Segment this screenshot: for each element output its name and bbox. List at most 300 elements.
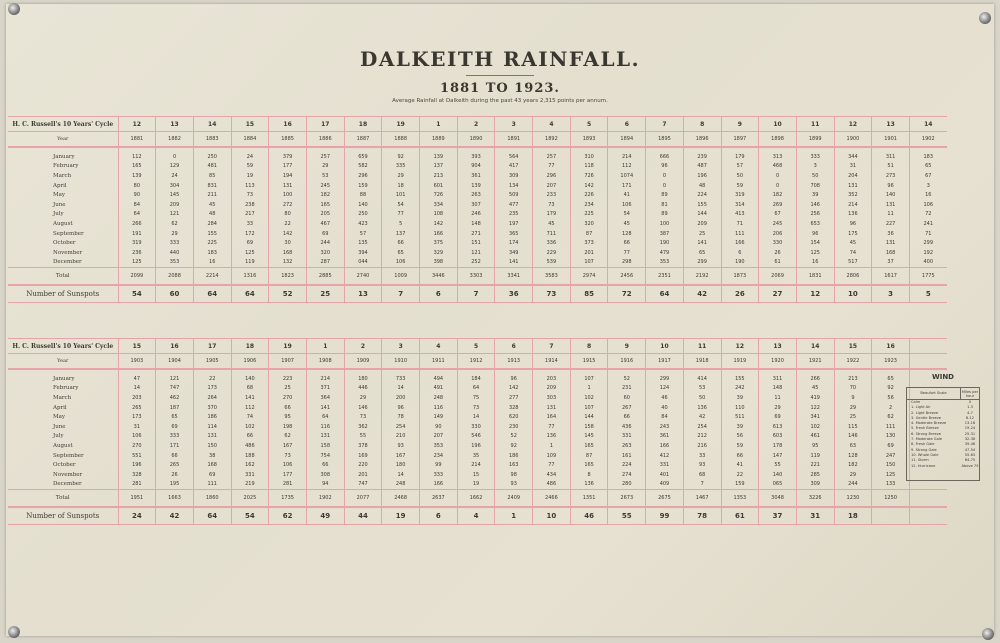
rainfall-cell: 201 xyxy=(570,248,608,258)
sunspot-cell: 10 xyxy=(834,285,872,303)
rainfall-cell: 155 xyxy=(721,369,759,384)
cycle-cell: 7 xyxy=(646,117,684,132)
month-row xyxy=(8,200,947,210)
rainfall-cell: 52 xyxy=(495,432,533,442)
sunspot-cell: 4 xyxy=(457,507,495,525)
cycle-cell: 3 xyxy=(495,117,533,132)
rainfall-cell: 747 xyxy=(344,480,382,490)
rainfall-cell: 80 xyxy=(269,210,307,220)
rainfall-cell: 77 xyxy=(533,422,571,432)
year-cell: 1909 xyxy=(344,354,382,370)
rainfall-cell: 146 xyxy=(834,432,872,442)
rainfall-cell: 106 xyxy=(382,258,420,268)
cycle-cell: 15 xyxy=(231,117,269,132)
rainfall-cell: 264 xyxy=(193,393,231,403)
year-cell: 1912 xyxy=(457,354,495,370)
cycle-cell: 12 xyxy=(721,339,759,354)
rainfall-cell: 146 xyxy=(796,200,834,210)
rainfall-cell: 69 xyxy=(193,470,231,480)
year-cell: 1881 xyxy=(118,132,156,148)
rainfall-cell: 224 xyxy=(683,190,721,200)
rainfall-cell: 186 xyxy=(193,412,231,422)
rainfall-cell: 307 xyxy=(457,200,495,210)
total-row xyxy=(8,490,947,508)
rainfall-cell: 31 xyxy=(118,422,156,432)
sunspot-cell xyxy=(872,507,910,525)
rainfall-cell: 9 xyxy=(834,393,872,403)
rainfall-cell: 517 xyxy=(834,258,872,268)
rainfall-cell: 177 xyxy=(269,470,307,480)
rainfall-cell: 227 xyxy=(872,219,910,229)
rainfall-cell: 831 xyxy=(193,181,231,191)
cycle-cell: 16 xyxy=(156,339,194,354)
year-cell: 1905 xyxy=(193,354,231,370)
row-label: Number of Sunspots xyxy=(8,285,118,303)
rainfall-cell: 155 xyxy=(193,229,231,239)
rainfall-cell: 310 xyxy=(570,147,608,162)
rainfall-cell: 68 xyxy=(683,470,721,480)
rainfall-cell: 169 xyxy=(344,451,382,461)
rainfall-cell: 64 xyxy=(306,412,344,422)
rainfall-cell: 398 xyxy=(420,258,458,268)
rainfall-cell: 65 xyxy=(872,369,910,384)
rainfall-cell: 24 xyxy=(156,171,194,181)
cycle-cell: 4 xyxy=(533,117,571,132)
rainfall-cell: 219 xyxy=(231,480,269,490)
total-cell: 2675 xyxy=(646,490,684,508)
rainfall-cell: 18 xyxy=(382,181,420,191)
sunspot-cell: 6 xyxy=(420,507,458,525)
pin-icon xyxy=(8,626,20,638)
rainfall-cell: 179 xyxy=(721,147,759,162)
rainfall-cell: 39 xyxy=(721,393,759,403)
rainfall-cell: 212 xyxy=(683,432,721,442)
rainfall-cell: 96 xyxy=(834,219,872,229)
rainfall-cell: 119 xyxy=(231,258,269,268)
cycle-cell: 3 xyxy=(382,339,420,354)
rainfall-cell: 414 xyxy=(683,369,721,384)
year-cell: 1906 xyxy=(231,354,269,370)
cycle-cell: 9 xyxy=(721,117,759,132)
rainfall-cell: 487 xyxy=(683,162,721,172)
rainfall-cell: 331 xyxy=(646,460,684,470)
sunspot-cell: 61 xyxy=(721,507,759,525)
rainfall-cell: 94 xyxy=(306,480,344,490)
rainfall-cell: 29 xyxy=(306,162,344,172)
rainfall-cell: 330 xyxy=(457,422,495,432)
rainfall-cell: 59 xyxy=(231,162,269,172)
rainfall-cell: 88 xyxy=(344,190,382,200)
year-cell: 1922 xyxy=(834,354,872,370)
month-label: November xyxy=(53,471,83,478)
row-label: Number of Sunspots xyxy=(8,507,118,525)
cycle-cell: 5 xyxy=(457,339,495,354)
rainfall-cell: 361 xyxy=(646,432,684,442)
sunspot-cell: 64 xyxy=(231,285,269,303)
rainfall-cell: 16 xyxy=(796,258,834,268)
rainfall-cell: 311 xyxy=(872,147,910,162)
rainfall-cell: 747 xyxy=(156,384,194,394)
rainfall-cell: 273 xyxy=(872,171,910,181)
mph-value: 8-12 xyxy=(965,415,975,420)
rainfall-cell: 121 xyxy=(457,248,495,258)
rainfall-cell: 115 xyxy=(834,422,872,432)
rainfall-cell: 90 xyxy=(420,422,458,432)
rainfall-cell: 267 xyxy=(608,403,646,413)
sunspot-cell: 73 xyxy=(533,285,571,303)
rainfall-cell: 0 xyxy=(759,181,797,191)
rainfall-cell: 7 xyxy=(683,480,721,490)
sunspot-cell: 54 xyxy=(231,507,269,525)
total-cell: 1230 xyxy=(834,490,872,508)
rainfall-cell: 0 xyxy=(759,171,797,181)
rainfall-cell: 191 xyxy=(118,229,156,239)
rainfall-cell: 171 xyxy=(608,181,646,191)
rainfall-cell: 400 xyxy=(909,258,946,268)
month-label: October xyxy=(53,462,76,469)
total-cell: 1831 xyxy=(796,268,834,286)
total-cell: 2637 xyxy=(420,490,458,508)
total-cell: 1662 xyxy=(457,490,495,508)
year-cell: 1886 xyxy=(306,132,344,148)
rainfall-cell: 272 xyxy=(269,200,307,210)
rainfall-cell: 60 xyxy=(608,393,646,403)
rainfall-cell: 186 xyxy=(495,451,533,461)
rainfall-cell: 81 xyxy=(646,200,684,210)
rainfall-cell: 128 xyxy=(608,229,646,239)
sunspot-cell: 24 xyxy=(118,507,156,525)
rainfall-cell: 29 xyxy=(834,470,872,480)
rainfall-cell: 299 xyxy=(909,238,946,248)
sunspot-cell: 25 xyxy=(306,285,344,303)
rainfall-cell: 509 xyxy=(495,190,533,200)
rainfall-cell: 155 xyxy=(683,200,721,210)
rainfall-cell: 197 xyxy=(495,219,533,229)
year-cell: 1910 xyxy=(382,354,420,370)
rainfall-cell: 149 xyxy=(420,412,458,422)
month-label: December xyxy=(53,481,82,488)
rainfall-cell: 142 xyxy=(269,229,307,239)
rainfall-cell: 54 xyxy=(608,210,646,220)
beaufort-label: 2. Light Breeze xyxy=(911,410,939,415)
mph-value: 25-31 xyxy=(964,431,976,436)
rainfall-cell: 284 xyxy=(193,219,231,229)
total-cell: 1860 xyxy=(193,490,231,508)
rainfall-cell: 330 xyxy=(759,238,797,248)
rainfall-cell: 5 xyxy=(382,219,420,229)
rainfall-cell: 29 xyxy=(834,403,872,413)
rainfall-cell: 131 xyxy=(872,238,910,248)
year-cell: 1903 xyxy=(118,354,156,370)
rainfall-cell: 440 xyxy=(156,248,194,258)
rainfall-cell: 242 xyxy=(721,384,759,394)
rainfall-cell: 394 xyxy=(344,248,382,258)
rainfall-cell: 336 xyxy=(533,238,571,248)
month-row xyxy=(8,451,947,461)
rainfall-cell: 66 xyxy=(156,451,194,461)
mph-value: 55-63 xyxy=(964,452,976,457)
rainfall-cell: 70 xyxy=(834,384,872,394)
rainfall-cell: 69 xyxy=(306,229,344,239)
rainfall-cell: 446 xyxy=(344,384,382,394)
rainfall-cell: 46 xyxy=(646,393,684,403)
rainfall-cell: 55 xyxy=(759,460,797,470)
sunspot-cell: 19 xyxy=(382,507,420,525)
rainfall-cell: 234 xyxy=(420,451,458,461)
rainfall-cell: 73 xyxy=(533,200,571,210)
rainfall-cell: 238 xyxy=(231,200,269,210)
rainfall-cell: 84 xyxy=(646,412,684,422)
month-row xyxy=(8,210,947,220)
rainfall-cell: 6 xyxy=(721,248,759,258)
beaufort-label: 8. Fresh Gale xyxy=(911,442,935,447)
rainfall-cell: 194 xyxy=(269,171,307,181)
total-cell: 3048 xyxy=(759,490,797,508)
year-cell: 1892 xyxy=(533,132,571,148)
month-label: April xyxy=(53,404,67,411)
rainfall-cell: 329 xyxy=(420,248,458,258)
rainfall-cell: 66 xyxy=(608,238,646,248)
rainfall-cell: 125 xyxy=(872,470,910,480)
rainfall-cell: 54 xyxy=(382,200,420,210)
mph-value: Above 75 xyxy=(961,463,979,468)
rainfall-cell: 462 xyxy=(156,393,194,403)
rainfall-cell: 183 xyxy=(909,147,946,162)
rainfall-cell: 168 xyxy=(193,460,231,470)
rainfall-cell: 241 xyxy=(909,219,946,229)
rainfall-cell: 236 xyxy=(118,248,156,258)
rainfall-cell: 147 xyxy=(759,451,797,461)
year-cell: 1907 xyxy=(269,354,307,370)
rainfall-cell: 35 xyxy=(457,451,495,461)
sunspot-cell: 18 xyxy=(834,507,872,525)
rainfall-cell: 131 xyxy=(872,200,910,210)
rainfall-cell: 78 xyxy=(382,412,420,422)
total-cell: 2192 xyxy=(683,268,721,286)
rainfall-cell: 247 xyxy=(872,451,910,461)
rainfall-cell: 486 xyxy=(231,441,269,451)
total-cell: 3303 xyxy=(457,268,495,286)
beaufort-label: 9. Strong Gale xyxy=(911,447,937,452)
rainfall-cell: 353 xyxy=(156,258,194,268)
rainfall-cell: 144 xyxy=(683,210,721,220)
total-cell: 2088 xyxy=(156,268,194,286)
sunspot-cell: 99 xyxy=(646,507,684,525)
year-cell: 1915 xyxy=(570,354,608,370)
cycle-cell: 12 xyxy=(834,117,872,132)
rainfall-cell: 234 xyxy=(570,200,608,210)
rainfall-cell: 423 xyxy=(344,219,382,229)
rainfall-cell: 601 xyxy=(420,181,458,191)
rainfall-cell: 135 xyxy=(344,238,382,248)
rainfall-cell: 15 xyxy=(457,470,495,480)
rainfall-cell: 511 xyxy=(721,412,759,422)
rainfall-cell: 93 xyxy=(382,441,420,451)
rainfall-cell: 26 xyxy=(759,248,797,258)
sunspot-cell: 6 xyxy=(420,285,458,303)
rainfall-cell: 299 xyxy=(646,369,684,384)
rainfall-cell: 461 xyxy=(796,432,834,442)
year-cell: 1902 xyxy=(909,132,946,148)
total-cell: 2673 xyxy=(608,490,646,508)
rainfall-cell: 235 xyxy=(495,210,533,220)
pin-icon xyxy=(8,3,20,15)
rainfall-cell: 14 xyxy=(457,412,495,422)
rainfall-cell: 53 xyxy=(306,171,344,181)
rainfall-cell: 256 xyxy=(796,210,834,220)
rainfall-cell: 112 xyxy=(118,147,156,162)
rainfall-cell: 468 xyxy=(759,162,797,172)
sunspot-row xyxy=(8,507,947,525)
rainfall-cell: 99 xyxy=(420,460,458,470)
rainfall-cell: 364 xyxy=(306,393,344,403)
rainfall-cell: 230 xyxy=(495,422,533,432)
month-row xyxy=(8,181,947,191)
rainfall-cell: 352 xyxy=(834,190,872,200)
total-cell: 3583 xyxy=(533,268,571,286)
empty-cell xyxy=(909,490,946,508)
sunspot-cell: 55 xyxy=(608,507,646,525)
rainfall-cell: 613 xyxy=(759,422,797,432)
rainfall-cell: 231 xyxy=(608,384,646,394)
year-cell: 1898 xyxy=(759,132,797,148)
total-cell: 2466 xyxy=(533,490,571,508)
rainfall-cell: 108 xyxy=(420,210,458,220)
year-cell: 1893 xyxy=(570,132,608,148)
rainfall-cell: 287 xyxy=(306,258,344,268)
cycle-cell: 9 xyxy=(608,339,646,354)
rainfall-cell: 100 xyxy=(269,190,307,200)
rainfall-cell: 0 xyxy=(646,171,684,181)
rainfall-cell: 344 xyxy=(834,147,872,162)
rainfall-cell: 31 xyxy=(834,162,872,172)
mph-value: 0 xyxy=(968,400,972,404)
rainfall-cell: 92 xyxy=(872,384,910,394)
cycle-cell: 17 xyxy=(193,339,231,354)
rainfall-cell: 309 xyxy=(796,480,834,490)
rainfall-cell: 229 xyxy=(533,248,571,258)
rainfall-cell: 281 xyxy=(269,480,307,490)
rainfall-cell: 387 xyxy=(646,229,684,239)
rainfall-cell: 67 xyxy=(909,171,946,181)
beaufort-label: 10. Whole Gale xyxy=(911,452,939,457)
rainfall-cell: 159 xyxy=(721,480,759,490)
rainfall-cell: 71 xyxy=(909,229,946,239)
month-label: March xyxy=(53,394,72,401)
rainfall-cell: 66 xyxy=(231,432,269,442)
rainfall-cell: 225 xyxy=(570,210,608,220)
cycle-cell: 14 xyxy=(909,117,946,132)
rainfall-cell: 296 xyxy=(344,171,382,181)
rainfall-cell: 146 xyxy=(344,403,382,413)
rainfall-cell: 45 xyxy=(533,219,571,229)
rainfall-cell: 252 xyxy=(457,258,495,268)
rainfall-cell: 140 xyxy=(872,190,910,200)
rainfall-cell: 207 xyxy=(533,181,571,191)
rainfall-cell: 129 xyxy=(156,162,194,172)
total-cell: 2468 xyxy=(382,490,420,508)
rainfall-cell: 142 xyxy=(420,219,458,229)
rainfall-cell: 331 xyxy=(608,432,646,442)
year-cell: 1891 xyxy=(495,132,533,148)
total-cell: 1775 xyxy=(909,268,946,286)
rainfall-table-1903-1923 xyxy=(8,338,947,525)
rainfall-cell: 309 xyxy=(495,171,533,181)
rainfall-cell: 16 xyxy=(193,258,231,268)
rainfall-cell: 196 xyxy=(118,460,156,470)
rainfall-cell: 73 xyxy=(457,403,495,413)
month-label: January xyxy=(53,153,75,160)
rainfall-cell: 582 xyxy=(344,162,382,172)
rainfall-cell: 139 xyxy=(457,181,495,191)
rainfall-cell: 89 xyxy=(646,210,684,220)
total-cell: 3226 xyxy=(796,490,834,508)
rainfall-cell: 313 xyxy=(759,147,797,162)
beaufort-label: 5. Fresh Breeze xyxy=(911,426,939,431)
rainfall-cell: 375 xyxy=(420,238,458,248)
rainfall-cell: 166 xyxy=(721,238,759,248)
total-cell: 2885 xyxy=(306,268,344,286)
rainfall-cell: 171 xyxy=(156,441,194,451)
rainfall-cell: 412 xyxy=(646,451,684,461)
rainfall-cell: 116 xyxy=(306,422,344,432)
title-divider xyxy=(466,75,534,76)
rainfall-cell: 41 xyxy=(721,460,759,470)
rainfall-cell: 29 xyxy=(759,403,797,413)
rainfall-cell: 331 xyxy=(231,470,269,480)
rainfall-cell: 281 xyxy=(118,480,156,490)
year-cell: 1885 xyxy=(269,132,307,148)
total-cell: 1467 xyxy=(683,490,721,508)
sunspot-cell: 64 xyxy=(193,507,231,525)
rainfall-cell: 69 xyxy=(156,422,194,432)
total-cell: 2214 xyxy=(193,268,231,286)
rainfall-cell: 308 xyxy=(306,470,344,480)
month-row xyxy=(8,147,947,162)
rainfall-cell: 217 xyxy=(231,210,269,220)
rainfall-cell: 733 xyxy=(382,369,420,384)
rainfall-cell: 33 xyxy=(231,219,269,229)
rainfall-cell: 11 xyxy=(872,210,910,220)
rainfall-cell: 109 xyxy=(533,451,571,461)
rainfall-cell: 56 xyxy=(872,393,910,403)
pin-icon xyxy=(979,12,991,24)
cycle-cell: 13 xyxy=(759,339,797,354)
sunspot-cell: 60 xyxy=(156,285,194,303)
rainfall-cell: 190 xyxy=(646,238,684,248)
rainfall-cell: 477 xyxy=(495,200,533,210)
rainfall-cell: 161 xyxy=(608,451,646,461)
year-cell: 1904 xyxy=(156,354,194,370)
rainfall-cell: 77 xyxy=(533,162,571,172)
total-cell: 1351 xyxy=(570,490,608,508)
sunspot-cell: 7 xyxy=(457,285,495,303)
rainfall-cell: 139 xyxy=(420,147,458,162)
cycle-cell: 17 xyxy=(306,117,344,132)
rainfall-cell: 116 xyxy=(420,403,458,413)
rainfall-cell: 30 xyxy=(269,238,307,248)
rainfall-cell: 29 xyxy=(382,171,420,181)
rainfall-cell: 209 xyxy=(683,219,721,229)
rainfall-cell: 45 xyxy=(796,384,834,394)
rainfall-cell: 270 xyxy=(118,441,156,451)
rainfall-cell: 85 xyxy=(193,171,231,181)
rainfall-cell: 172 xyxy=(231,229,269,239)
month-label: July xyxy=(53,211,64,218)
mph-value: 13-18 xyxy=(964,421,976,426)
rainfall-cell: 165 xyxy=(570,441,608,451)
rainfall-cell: 125 xyxy=(118,258,156,268)
